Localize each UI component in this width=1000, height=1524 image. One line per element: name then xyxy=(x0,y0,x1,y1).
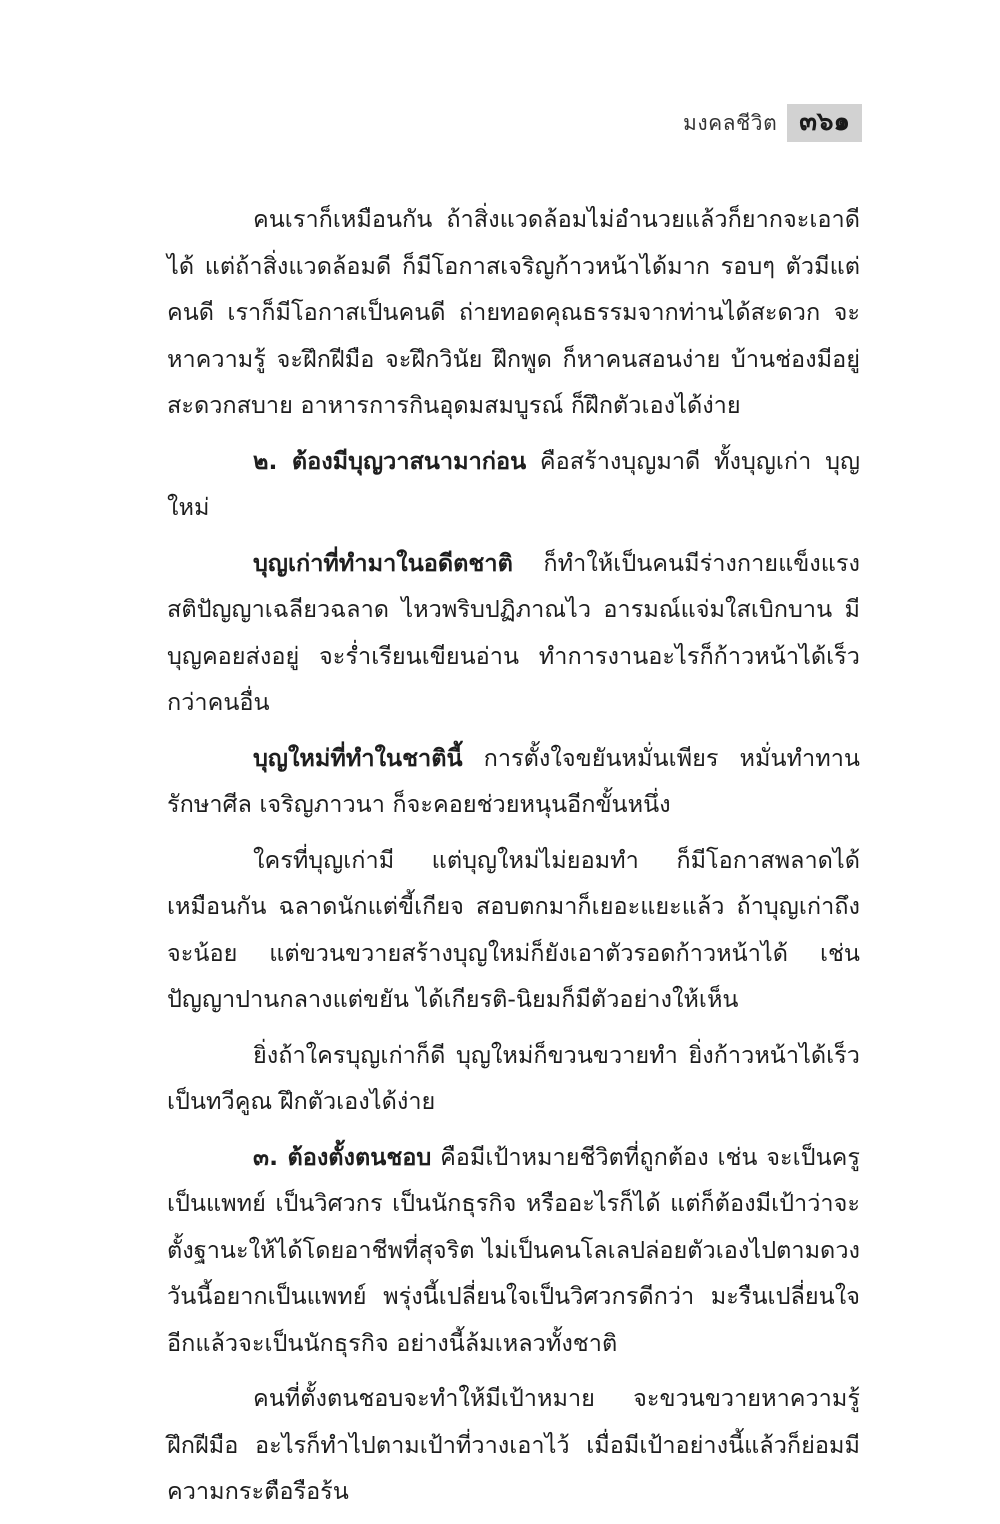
section-heading: ๓. ต้องตั้งตนชอบ xyxy=(253,1142,432,1171)
paragraph: บุญเก่าที่ทำมาในอดีตชาติ ก็ทำให้เป็นคนมีร่างกายแข็งแรง สติปัญญาเฉลียวฉลาด ไหวพริบปฏิภาณไว อารมณ์แจ่มใสเบิกบาน มีบุญคอยส่งอยู่ จะร่ำเรียนเขียนอ่าน ทำการงานอะไรก็ก้าวหน้าได้เร็วกว่าคนอื่น xyxy=(167,548,860,716)
section-heading: ๒. ต้องมีบุญวาสนามาก่อน xyxy=(253,446,527,475)
paragraph: ๒. ต้องมีบุญวาสนามาก่อน คือสร้างบุญมาดี ทั้งบุญเก่า บุญใหม่ xyxy=(167,446,861,521)
paragraph: บุญใหม่ที่ทำในชาตินี้ การตั้งใจขยันหมั่นเพียร หมั่นทำทาน รักษาศีล เจริญภาวนา ก็จะคอยช่วยหนุนอีกขั้นหนึ่ง xyxy=(167,743,860,818)
subheading: บุญเก่าที่ทำมาในอดีตชาติ xyxy=(253,548,513,577)
page-header xyxy=(683,104,862,142)
paragraph: คนเราก็เหมือนกัน ถ้าสิ่งแวดล้อมไม่อำนวยแล้วก็ยากจะเอาดีได้ แต่ถ้าสิ่งแวดล้อมดี ก็มีโอกาสเจริญก้าวหน้าได้มาก รอบๆ ตัวมีแต่คนดี เราก็มีโอกาสเป็นคนดี ถ่ายทอดคุณธรรมจากท่านได้สะดวก จะหาความรู้ จะฝึกฝีมือ จะฝึกวินัย ฝึกพูด ก็หาคนสอนง่าย บ้านช่องมีอยู่สะดวกสบาย อาหารการกินอุดมสมบูรณ์ ก็ฝึกตัวเองได้ง่าย xyxy=(167,205,860,419)
body-text xyxy=(167,196,860,1524)
paragraph: ยิ่งถ้าใครบุญเก่าก็ดี บุญใหม่ก็ขวนขวายทำ ยิ่งก้าวหน้าได้เร็วเป็นทวีคูณ ฝึกตัวเองได้ง่าย xyxy=(167,1040,860,1115)
paragraph: ใครที่บุญเก่ามี แต่บุญใหม่ไม่ยอมทำ ก็มีโอกาสพลาดได้เหมือนกัน ฉลาดนักแต่ขี้เกียจ สอบตกมาก็เยอะแยะแล้ว ถ้าบุญเก่าถึงจะน้อย แต่ขวนขวายสร้างบุญใหม่ก็ยังเอาตัวรอดก้าวหน้าได้ เช่น ปัญญาปานกลางแต่ขยัน ได้เกียรติ-นิยมก็มีตัวอย่างให้เห็น xyxy=(167,845,860,1013)
paragraph: คนที่ตั้งตนชอบจะทำให้มีเป้าหมาย จะขวนขวายหาความรู้ ฝึกฝีมือ อะไรก็ทำไปตามเป้าที่วางเอาไว้ เมื่อมีเป้าอย่างนี้แล้วก็ย่อมมีความกระตือรือร้น xyxy=(167,1384,860,1505)
paragraph: ๓. ต้องตั้งตนชอบ คือมีเป้าหมายชีวิตที่ถูกต้อง เช่น จะเป็นครู เป็นแพทย์ เป็นวิศวกร เป็นนักธุรกิจ หรืออะไรก็ได้ แต่ก็ต้องมีเป้าว่าจะตั้งฐานะให้ได้โดยอาชีพที่สุจริต ไม่เป็นคนโลเลปล่อยตัวเองไปตามดวง วันนี้อยากเป็นแพทย์ พรุ่งนี้เปลี่ยนใจเป็นวิศวกรดีกว่า มะรืนเปลี่ยนใจอีกแล้วจะเป็นนักธุรกิจ อย่างนี้ล้มเหลวทั้งชาติ xyxy=(167,1142,860,1357)
page-number: ๓๖๑ xyxy=(787,104,862,142)
running-title: มงคลชีวิต xyxy=(683,110,778,135)
subheading: บุญใหม่ที่ทำในชาตินี้ xyxy=(253,743,463,772)
